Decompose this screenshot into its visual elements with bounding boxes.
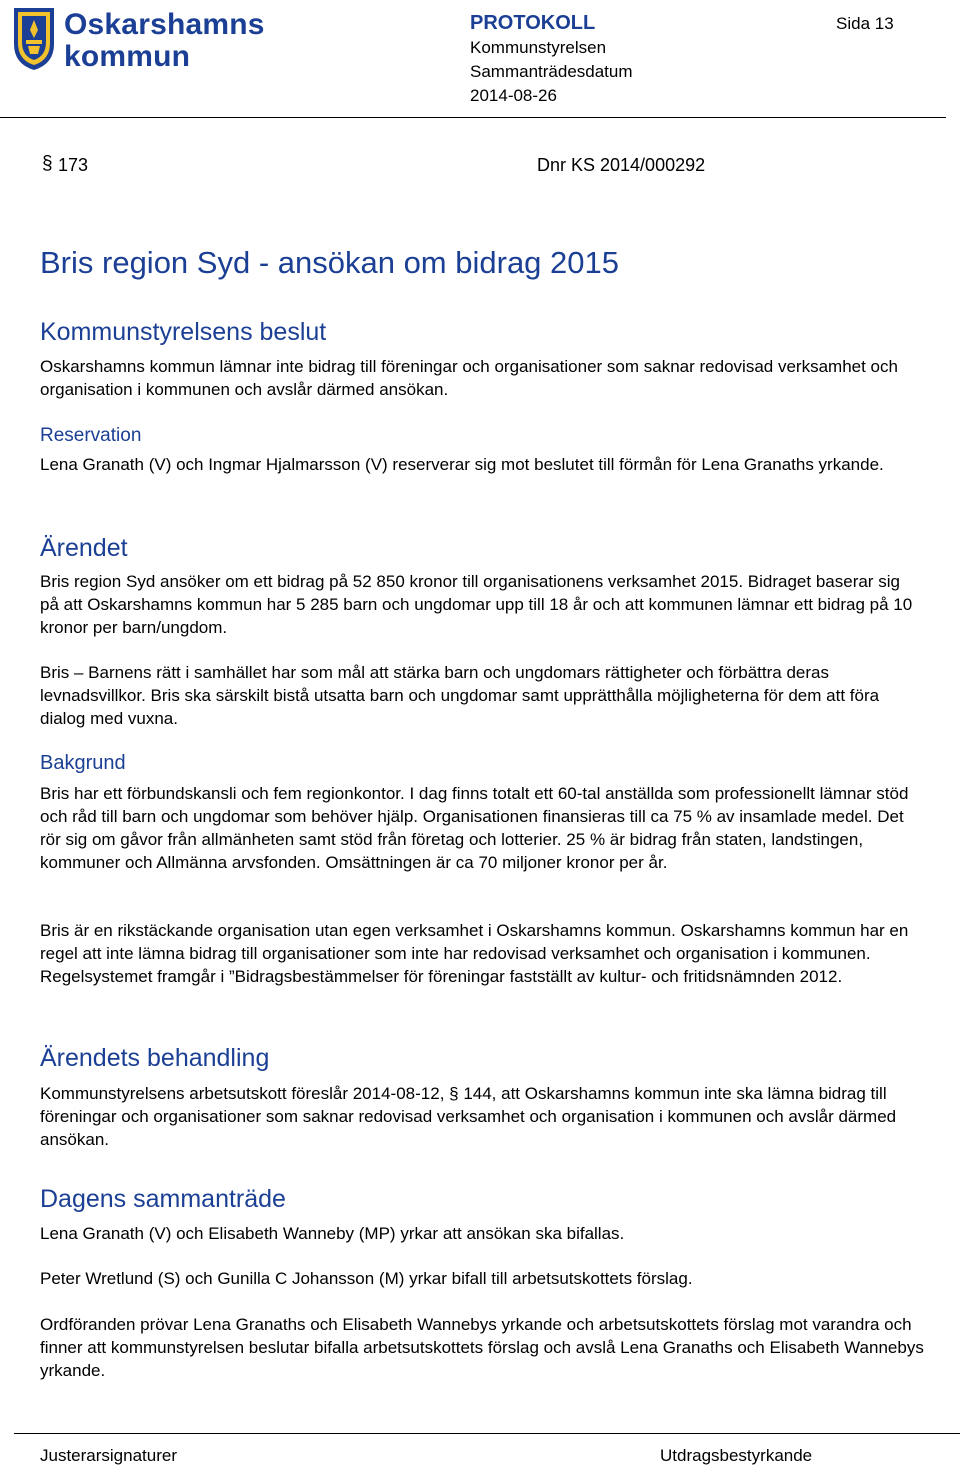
arendet-p2: Bris – Barnens rätt i samhället har som mål att stärka barn och ungdomars rättigheter och förbättra deras levnadsvillkor. Bris ska särskilt bistå utsatta barn och ungdomar samt upprätthålla möjligheterna för dem att föra dialog med vuxna.: [40, 663, 880, 728]
doc-type: PROTOKOLL: [470, 12, 596, 34]
dagens-p3: Ordföranden prövar Lena Granaths och Elisabeth Wannebys yrkande och arbetsutskottets förslag mot varandra och finner att kommunstyrelsen beslutar bifalla arbetsutskottets förslag och avslå Lena Granaths och Elisabeth Wannebys yrkande.: [40, 1315, 924, 1380]
case-number: 173: [58, 155, 89, 175]
dagens-p1: Lena Granath (V) och Elisabeth Wanneby (MP) yrkar att ansökan ska bifallas.: [40, 1224, 625, 1243]
header-body: Kommunstyrelsen: [470, 38, 607, 57]
dagens-p2: Peter Wretlund (S) och Gunilla C Johansson (M) yrkar bifall till arbetsutskottets förslag.: [40, 1269, 693, 1288]
beslut-text: Oskarshamns kommun lämnar inte bidrag till föreningar och organisationer som saknar redovisad verksamhet och organisation i kommunen och avslår därmed ansökan.: [40, 357, 898, 399]
bakgrund-p1: Bris har ett förbundskansli och fem regionkontor. I dag finns totalt ett 60-tal anställda som professionellt lämnar stöd och råd till barn och ungdomar som behöver hjälp. Organisationen finansieras till ca 75 % av insamlade medel. Det rör sig om gåvor från allmänheten samt stöd från företag och lotterier. 25 % är bidrag från staten, landstingen, kommuner och Allmänna arvsfonden. Omsättningen är ca 70 miljoner kronor per år.: [40, 784, 909, 872]
brand-line-2: kommun: [64, 40, 191, 73]
reservation-text: Lena Granath (V) och Ingmar Hjalmarsson (V) reserverar sig mot beslutet till förmån för Lena Granaths yrkande.: [40, 455, 884, 474]
arendet-p1: Bris region Syd ansöker om ett bidrag på 52 850 kronor till organisationens verksamhet 2015. Bidraget baserar sig på att Oskarshamns kommun har 5 285 barn och ungdomar upp till 18 år och att kommunen lämnar ett bidrag på 10 kronor per barn/ungdom.: [40, 572, 913, 637]
footer-left: Justerarsignaturer: [40, 1446, 178, 1465]
page-title: Bris region Syd - ansökan om bidrag 2015: [40, 245, 619, 280]
footer-right: Utdragsbestyrkande: [660, 1446, 813, 1465]
arendet-heading: Ärendet: [40, 534, 128, 562]
bakgrund-heading: Bakgrund: [40, 752, 126, 774]
behandling-heading: Ärendets behandling: [40, 1044, 270, 1072]
crest-icon: [12, 6, 56, 72]
reservation-heading: Reservation: [40, 425, 142, 446]
logo: [12, 6, 265, 78]
footer-rule: [14, 1433, 960, 1434]
beslut-heading: Kommunstyrelsens beslut: [40, 318, 327, 346]
header-rule: [0, 117, 946, 118]
dnr: Dnr KS 2014/000292: [537, 155, 706, 175]
date-label: Sammanträdesdatum: [470, 62, 633, 81]
brand-line-1: Oskarshamns: [64, 8, 265, 41]
dagens-heading: Dagens sammanträde: [40, 1185, 286, 1213]
behandling-text: Kommunstyrelsens arbetsutskott föreslår 2014-08-12, § 144, att Oskarshamns kommun inte ska lämna bidrag till föreningar och organisationer som saknar redovisad verksamhet och organisation i kommunen och avslår därmed ansökan.: [40, 1084, 897, 1149]
meeting-date: 2014-08-26: [470, 86, 557, 105]
bakgrund-p2: Bris är en rikstäckande organisation utan egen verksamhet i Oskarshamns kommun. Oskarshamns kommun har en regel att inte lämna bidrag till organisationer som inte har redovisad verksamhet och organisation i kommunen. Regelsystemet framgår i ”Bidragsbestämmelser för föreningar fastställt av kultur- och fritidsnämnden 2012.: [40, 921, 909, 986]
page-number: Sida 13: [836, 14, 894, 33]
section-symbol: §: [42, 153, 53, 174]
